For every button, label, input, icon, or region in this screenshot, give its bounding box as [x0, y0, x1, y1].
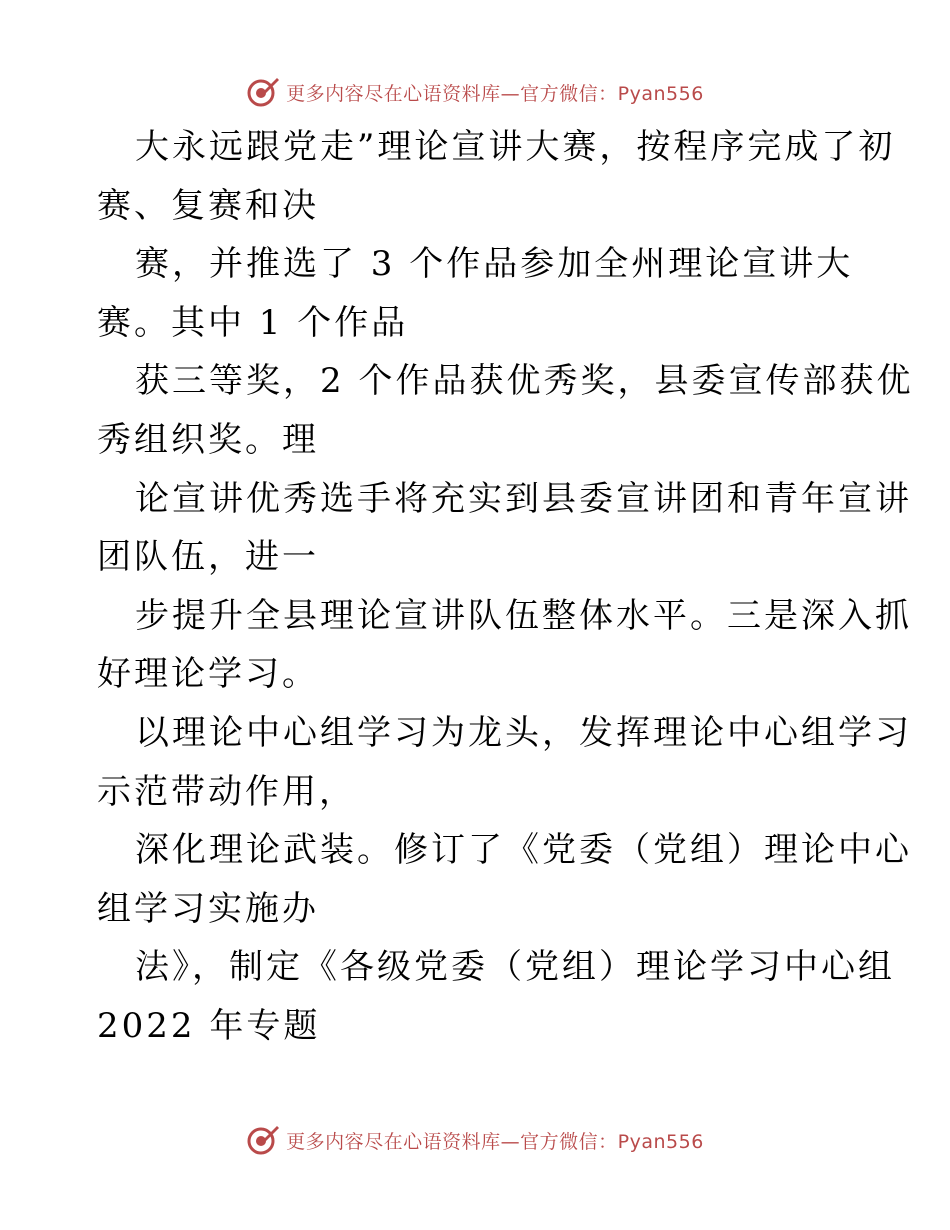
body-line: 步提升全县理论宣讲队伍整体水平。三是深入抓: [135, 595, 912, 636]
body-line: 大永远跟党走”理论宣讲大赛，按程序完成了初: [135, 127, 896, 167]
body-line: 以理论中心组学习为龙头，发挥理论中心组学习: [135, 712, 912, 753]
body-line: 团队伍，进一: [97, 537, 319, 578]
quill-seal-logo-icon: [246, 1123, 280, 1157]
quill-seal-logo-icon: [246, 75, 280, 109]
body-line: 论宣讲优秀选手将充实到县委宣讲团和青年宣讲: [135, 478, 912, 519]
body-line: 深化理论武装。修订了《党委（党组）理论中心: [135, 830, 912, 871]
footer-watermark: [0, 1120, 950, 1160]
body-line: 获三等奖，2 个作品获优秀奖，县委宣传部获优: [135, 361, 914, 402]
document-body: [97, 118, 914, 1056]
watermark-text: 更多内容尽在心语资料库—官方微信：Pyan556: [286, 82, 704, 105]
body-line: 赛，并推选了 3 个作品参加全州理论宣讲大: [135, 244, 854, 285]
body-line: 秀组织奖。理: [97, 419, 319, 460]
header-watermark: [0, 72, 950, 112]
body-line: 组学习实施办: [97, 888, 319, 929]
body-line: 示范带动作用，: [97, 771, 356, 812]
body-line: 赛。其中 1 个作品: [97, 302, 409, 343]
body-line: 赛、复赛和决: [97, 185, 319, 226]
body-line: 2022 年专题: [97, 1005, 321, 1046]
body-line: 好理论学习。: [97, 654, 319, 695]
watermark-text: 更多内容尽在心语资料库—官方微信：Pyan556: [286, 1130, 704, 1153]
body-line: 法》，制定《各级党委（党组）理论学习中心组: [135, 947, 895, 988]
